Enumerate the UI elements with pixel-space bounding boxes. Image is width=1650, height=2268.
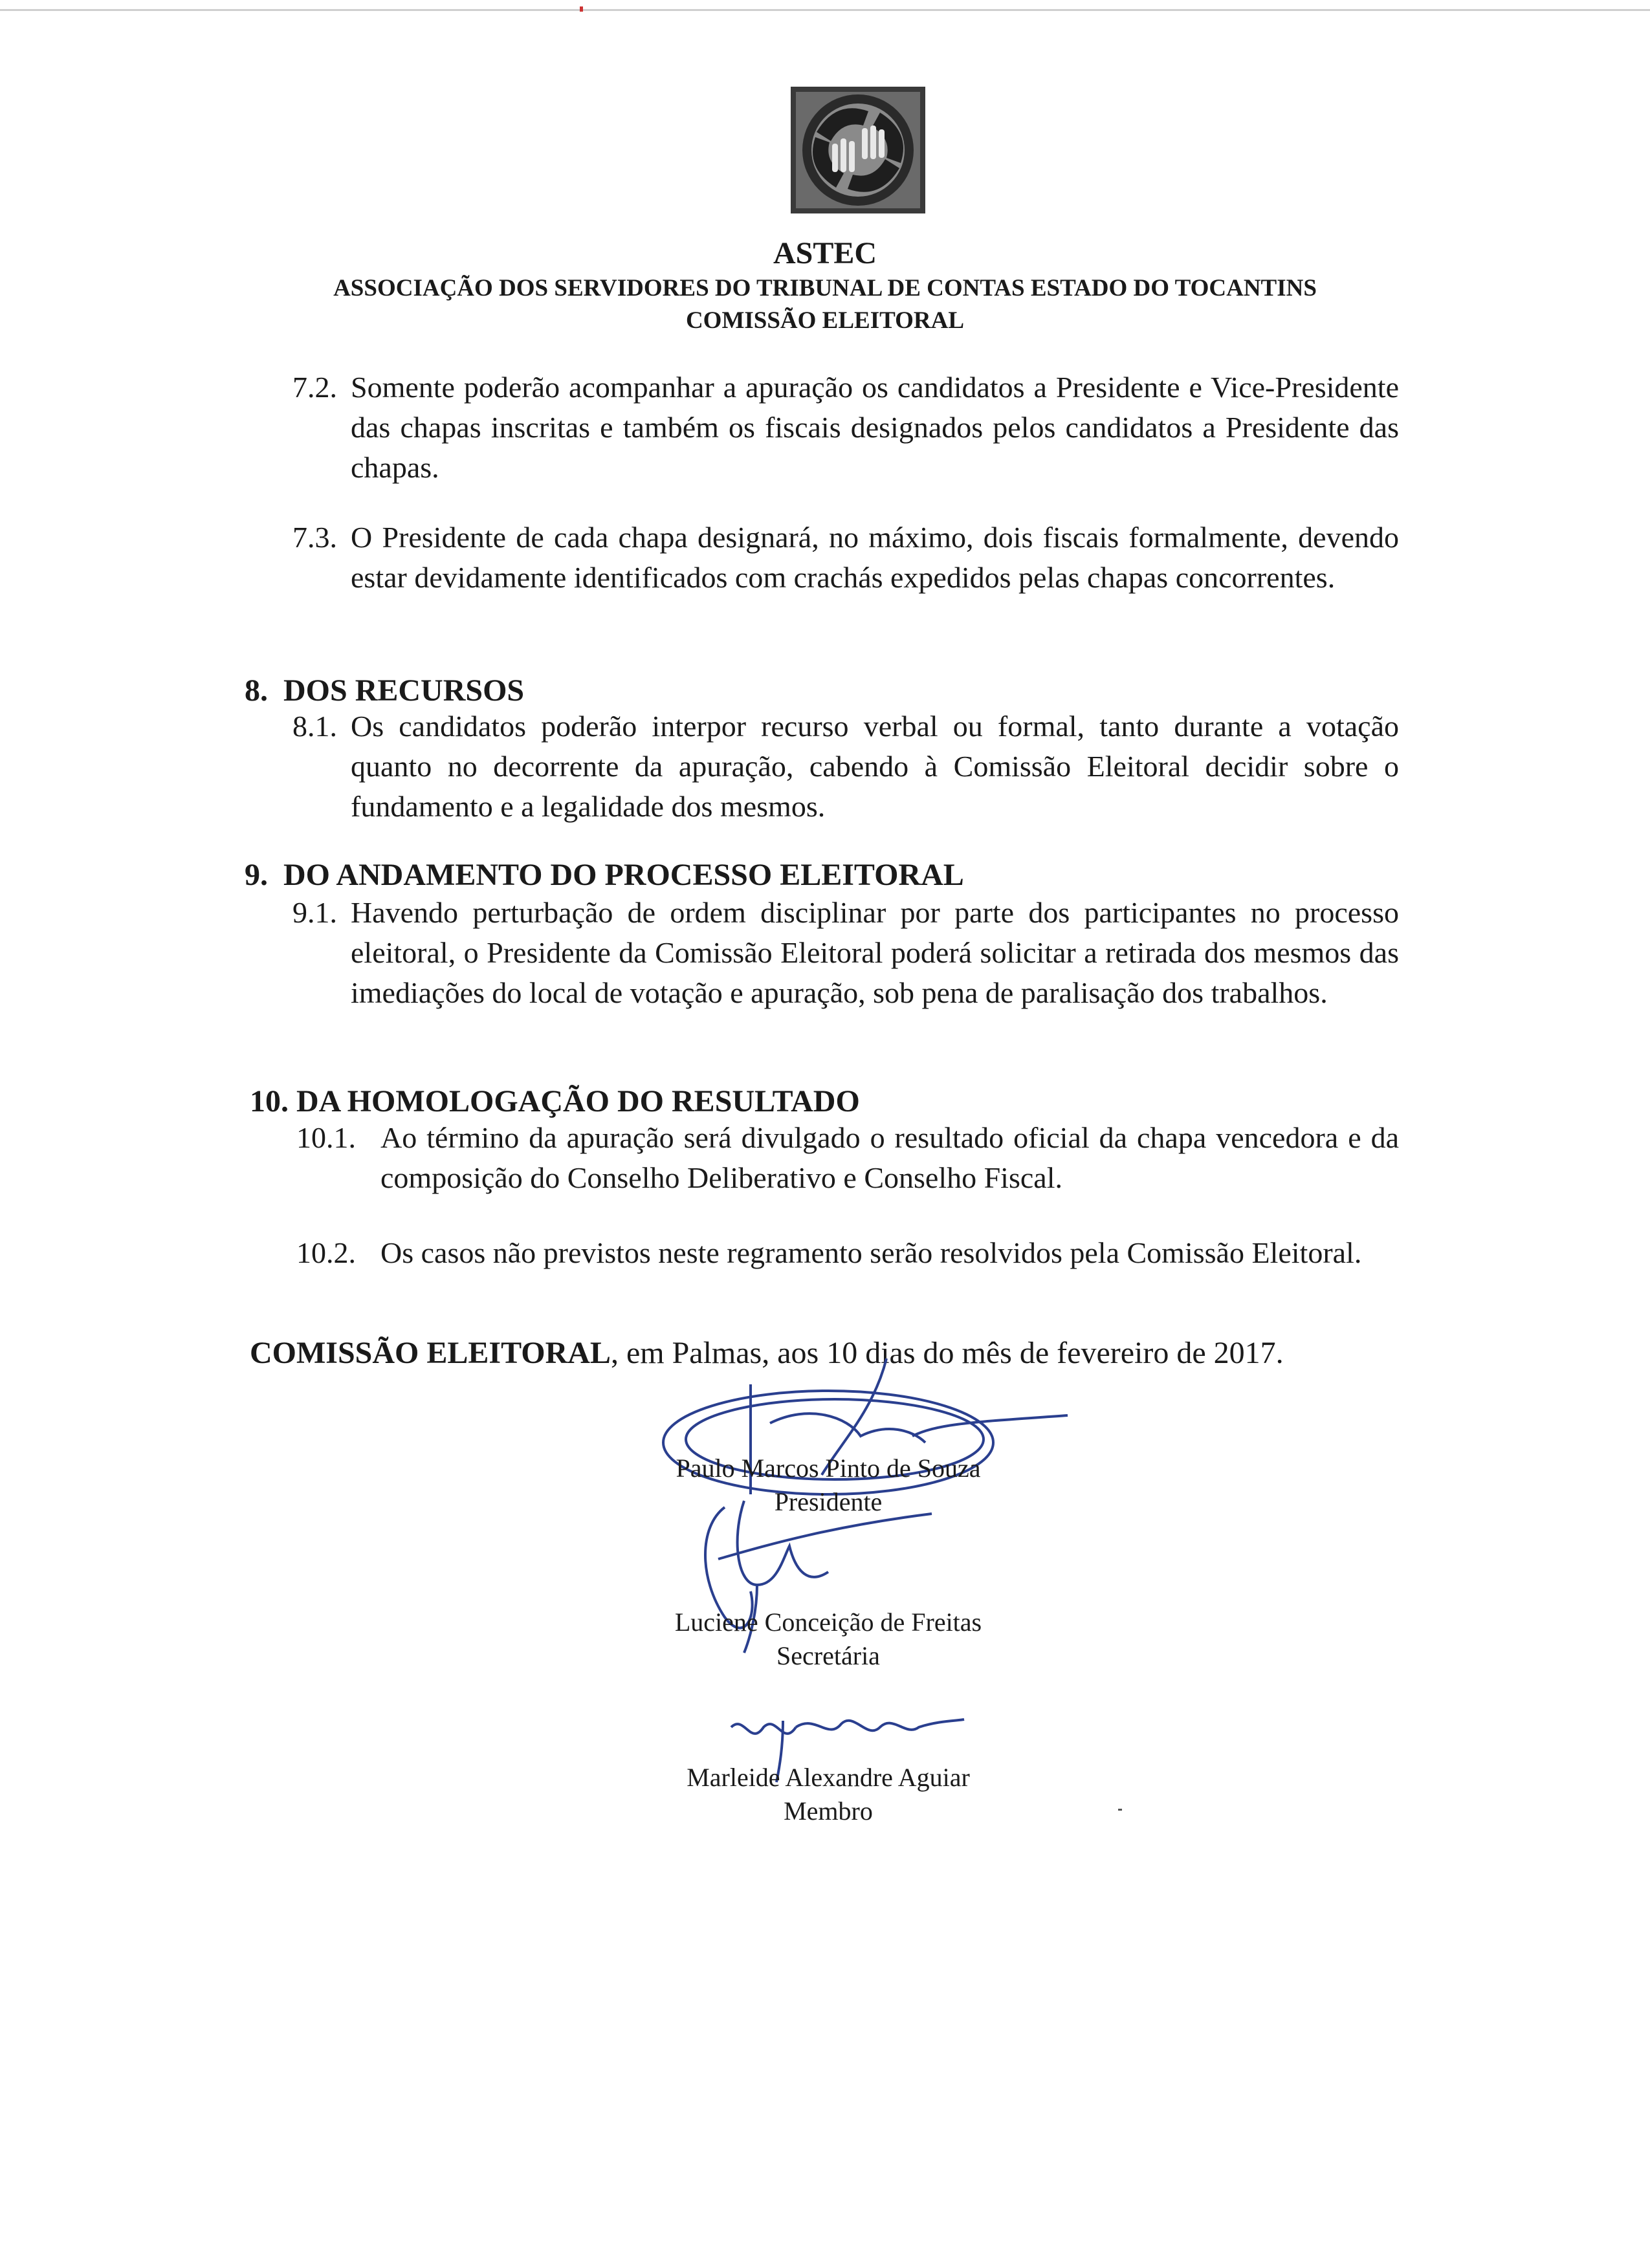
section-heading-8: 8. DOS RECURSOS <box>245 673 525 708</box>
signer-name: Marleide Alexandre Aguiar <box>687 1763 970 1792</box>
item-number: 8.1. <box>292 710 337 743</box>
item-7-2 <box>292 367 1399 497</box>
item-10-2 <box>296 1233 1399 1317</box>
item-number: 7.3. <box>292 521 337 554</box>
section-heading-9: 9. DO ANDAMENTO DO PROCESSO ELEITORAL <box>245 858 964 892</box>
closing-text: , em Palmas, aos 10 dias do mês de fevereiro de 2017. <box>610 1336 1284 1370</box>
item-number: 7.2. <box>292 371 337 404</box>
committee-name: COMISSÃO ELEITORAL <box>685 307 965 334</box>
signer-name: Paulo Marcos Pinto de Souza <box>676 1454 981 1483</box>
astec-hands-logo <box>791 87 925 213</box>
item-number: 10.2. <box>296 1236 356 1269</box>
signer-member <box>666 1761 990 1828</box>
item-number: 10.1. <box>296 1121 356 1154</box>
scan-mark <box>580 6 583 12</box>
item-text: O Presidente de cada chapa designará, no máximo, dois fiscais formalmente, devendo estar devidamente identificados com crachás expedidos pelas chapas concorrentes. <box>351 521 1399 594</box>
item-text: Os casos não previstos neste regramento serão resolvidos pela Comissão Eleitoral. <box>380 1236 1362 1269</box>
item-text: Ao término da apuração será divulgado o resultado oficial da chapa vencedora e da composição do Conselho Deliberativo e Conselho Fiscal. <box>380 1121 1399 1194</box>
signer-secretary <box>666 1606 990 1673</box>
signer-role: Membro <box>784 1796 873 1826</box>
signer-role: Secretária <box>776 1641 880 1670</box>
signer-president <box>666 1452 990 1519</box>
org-full-name: ASSOCIAÇÃO DOS SERVIDORES DO TRIBUNAL DE CONTAS ESTADO DO TOCANTINS <box>333 275 1317 301</box>
item-text: Havendo perturbação de ordem disciplinar por parte dos participantes no processo eleitoral, o Presidente da Comissão Eleitoral poderá solicitar a retirada dos mesmos das imediações do local de votação e apuração, sob pena de paralisação dos trabalhos. <box>351 896 1399 1009</box>
item-9-1 <box>292 893 1399 1061</box>
item-text: Os candidatos poderão interpor recurso verbal ou formal, tanto durante a votação quanto no decorrente da apuração, cabendo à Comissão Eleitoral decidir sobre o fundamento e a legalidade dos mesmos. <box>351 710 1399 823</box>
signer-role: Presidente <box>774 1487 883 1516</box>
org-acronym: ASTEC <box>773 236 877 270</box>
item-10-1 <box>296 1118 1399 1202</box>
scan-edge-line <box>0 9 1650 11</box>
item-text: Somente poderão acompanhar a apuração os candidatos a Presidente e Vice-Presidente das chapas inscritas e também os fiscais designados pelos candidatos a Presidente das chapas. <box>351 371 1399 484</box>
closing-label: COMISSÃO ELEITORAL <box>250 1336 611 1370</box>
scan-speck <box>1118 1809 1122 1811</box>
item-7-3 <box>292 518 1399 647</box>
section-heading-10: 10. DA HOMOLOGAÇÃO DO RESULTADO <box>250 1084 860 1118</box>
item-number: 9.1. <box>292 896 337 929</box>
signer-name: Luciene Conceição de Freitas <box>674 1608 982 1637</box>
item-8-1 <box>292 706 1399 836</box>
